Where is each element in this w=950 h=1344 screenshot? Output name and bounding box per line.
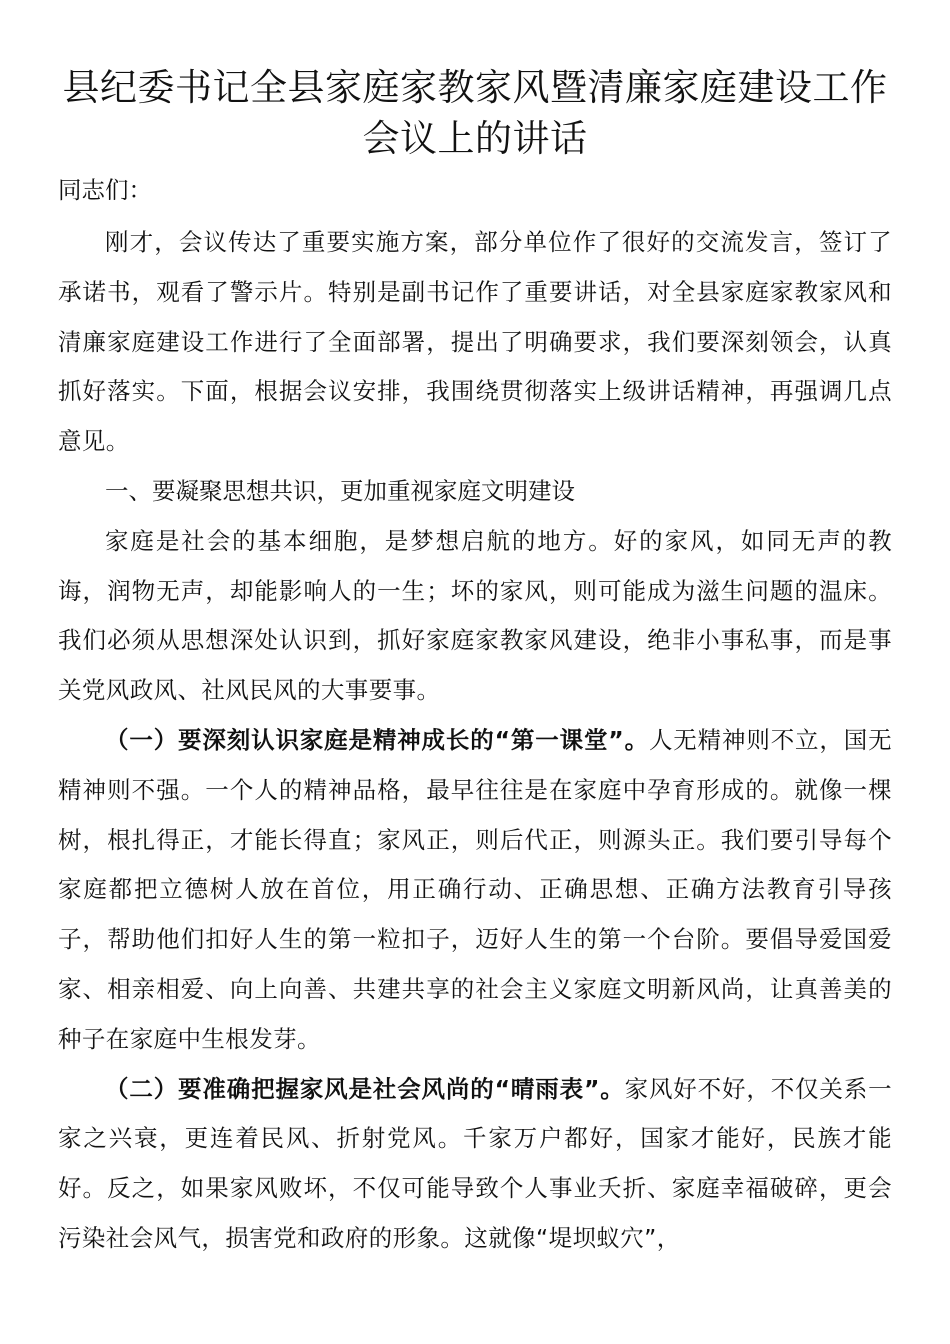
intro-paragraph: 刚才，会议传达了重要实施方案，部分单位作了很好的交流发言，签订了承诺书，观看了警示片。特别是副书记作了重要讲话，对全县家庭家教家风和清廉家庭建设工作进行了全面部署，提出了明确要求，我们要深刻领会，认真抓好落实。下面，根据会议安排，我围绕贯彻落实上级讲话精神，再强调几点意见。 [58,228,892,456]
point-2-paragraph [58,1065,892,1264]
salutation: 同志们： [58,176,152,204]
point-1-heading: （一）要深刻认识家庭是精神成长的“第一课堂”。 [105,725,649,754]
section-1-paragraph: 家庭是社会的基本细胞，是梦想启航的地方。好的家风，如同无声的教诲，润物无声，却能影响人的一生；坏的家风，则可能成为滋生问题的温床。我们必须从思想深处认识到，抓好家庭家教家风建设，绝非小事私事，而是事关党风政风、社风民风的大事要事。 [58,526,892,705]
section-1-heading: 一、要凝聚思想共识，更加重视家庭文明建设 [105,476,575,505]
point-2-heading: （二）要准确把握家风是社会风尚的“晴雨表”。 [105,1074,625,1103]
document-title: 县纪委书记全县家庭家教家风暨清廉家庭建设工作会议上的讲话 [62,66,888,160]
point-1-paragraph [58,716,892,1065]
point-1-text: 人无精神则不立，国无精神则不强。一个人的精神品格，最早往往是在家庭中孕育形成的。就像一棵树，根扎得正，才能长得直；家风正，则后代正，则源头正。我们要引导每个家庭都把立德树人放在首位，用正确行动、正确思想、正确方法教育引导孩子，帮助他们扣好人生的第一粒扣子，迈好人生的第一个台阶。要倡导爱国爱家、相亲相爱、向上向善、共建共享的社会主义家庭文明新风尚，让真善美的种子在家庭中生根发芽。 [58,725,893,1053]
document-page [58,62,892,1264]
point-2-text: 家风好不好，不仅关系一家之兴衰，更连着民风、折射党风。千家万户都好，国家才能好，民族才能好。反之，如果家风败坏，不仅可能导致个人事业夭折、家庭幸福破碎，更会污染社会风气，损害党和政府的形象。这就像“堤坝蚁穴”， [58,1074,892,1252]
